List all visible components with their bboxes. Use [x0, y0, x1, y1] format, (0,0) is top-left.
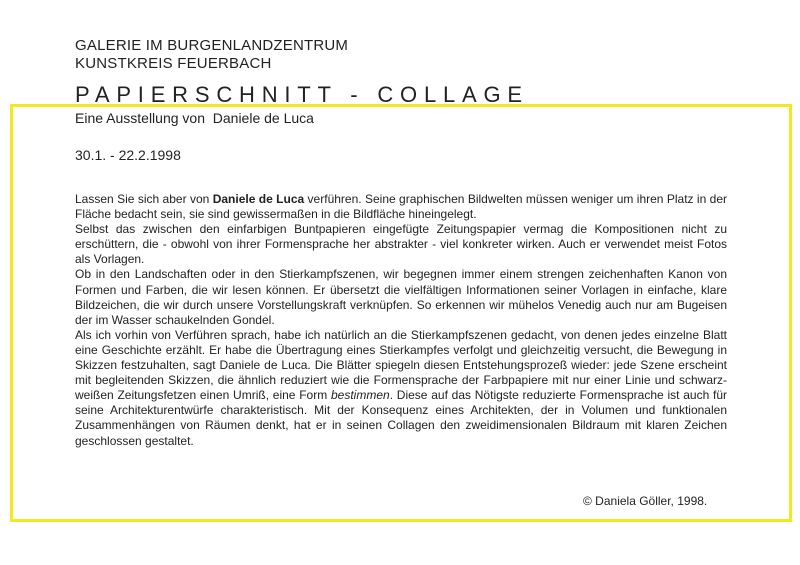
paragraph-3: Ob in den Landschaften oder in den Stierkampfszenen, wir begegnen immer einem strengen zeichenhaften Kanon von Formen und Farben, die wir lesen können. Er übersetzt die vielfältigen Informationen seiner Vorlagen in einfache, klare Bildzeichen, die wir durch unsere Vorstellungskraft verknüpfen. So erkennen wir mühelos Venedig auch nur am Bugeisen der im Wasser schaukelnden Gondel.: [75, 267, 727, 327]
paragraph-4-end: . Diese auf das Nötigste reduzierte Formensprache ist auch für seine Architekturentwürfe charakteristisch. Mit der Konsequenz eines Architekten, der in Volumen und funktionalen Zusammenhängen von Räumen denkt, hat er in seinen Collagen den zweidimensionalen Bildraum mit klaren Zeichen geschlossen gestaltet.: [75, 388, 728, 448]
art-circle-name: KUNSTKREIS FEUERBACH: [75, 55, 272, 72]
paragraph-1: [75, 192, 727, 222]
artist-name-bold: Daniele de Luca: [212, 192, 305, 206]
paragraph-4: [75, 328, 727, 449]
gallery-name: GALERIE IM BURGENLANDZENTRUM: [75, 37, 349, 54]
paragraph-4-start: Als ich vorhin von Verführen sprach, habe ich natürlich an die Stierkampfszenen gedacht, von denen jedes einzelne Blatt eine Geschichte erzählt. Er habe die Übertragung eines Stierkampfes verfolgt und gleichzeitig versucht, die Bewegung in Skizzen festzuhalten, sagt Daniele de Luca. Die Blätter spiegeln diesen Entstehungsprozeß wieder: jede Szene erscheint mit begleitenden Skizzen, die ähnlich reduziert wie die Formensprache der Farbpapiere mit nur einer Linie und schwarz-weißen Zeitungsfetzen einen Umriß, eine Form: [75, 327, 727, 403]
paragraph-1-end: verführen. Seine graphischen Bildwelten müssen weniger um ihren Platz in der Fläche bedacht sein, sie sind gewissermaßen in die Bildfläche hineingelegt.: [75, 192, 727, 222]
exhibition-dates: 30.1. - 22.2.1998: [75, 147, 181, 163]
paragraph-2: Selbst das zwischen den einfarbigen Buntpapieren eingefügte Zeitungspapier vermag die Kompositionen nicht zu erschüttern, die - obwohl von ihrer Formensprache her abstrakter - viel konkreter wirken. Auch er verwendet meist Fotos als Vorlagen.: [75, 222, 727, 267]
emphasis-italic: bestimmen: [331, 388, 390, 403]
exhibition-title: PAPIERSCHNITT - COLLAGE: [75, 82, 529, 107]
article-body: [75, 192, 727, 449]
paragraph-1-start: Lassen Sie sich aber von: [75, 192, 213, 206]
author-credit: © Daniela Göller, 1998.: [583, 494, 708, 508]
exhibition-subtitle: Eine Ausstellung von Daniele de Luca: [75, 110, 314, 126]
